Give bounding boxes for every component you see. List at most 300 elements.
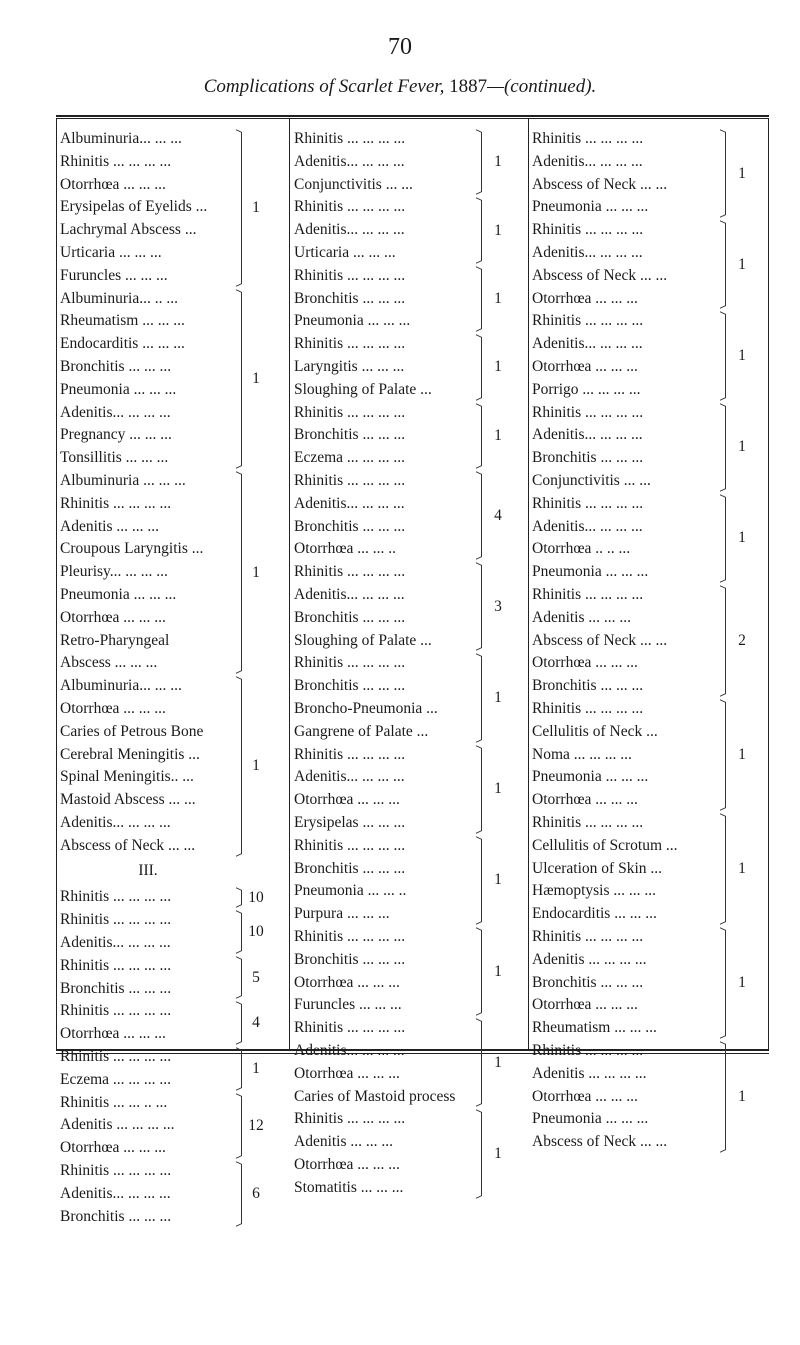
case-count: 1 [738, 529, 746, 547]
complication-label: Pneumonia ... ... ... [60, 586, 177, 603]
list-item [60, 584, 236, 606]
list-item [60, 424, 236, 446]
table-right-border [768, 119, 769, 1049]
list-item [532, 926, 720, 948]
group-brace [236, 132, 242, 284]
complication-label: Rhinitis ... ... ... ... [60, 956, 172, 974]
complication-label: Urticaria ... ... ... [60, 244, 162, 261]
complication-label: Rhinitis ... ... ... ... [294, 335, 406, 353]
complication-label: Conjunctivitis ... ... [532, 472, 651, 489]
list-item [294, 1131, 476, 1153]
complication-label: Pneumonia ... ... ... [532, 198, 649, 216]
complication-label: Rhinitis ... ... ... ... [294, 130, 406, 147]
case-count: 4 [252, 1014, 260, 1032]
list-item [532, 447, 720, 469]
complication-label: Rhinitis ... ... ... ... [294, 928, 406, 945]
complication-label: Bronchitis ... ... ... [294, 517, 406, 535]
list-item [294, 744, 476, 766]
list-item [294, 972, 476, 994]
list-item [60, 630, 236, 652]
complication-label: Rhinitis ... ... ... ... [532, 700, 644, 717]
list-item [532, 584, 720, 606]
list-item [60, 744, 236, 766]
complication-label: Abscess of Neck ... ... [532, 631, 668, 649]
complication-label: Otorrhœa ... ... ... [294, 1156, 400, 1173]
complication-label: Pregnancy ... ... ... [60, 426, 172, 444]
group-brace [236, 890, 242, 905]
complication-label: Bronchitis ... ... ... [60, 358, 172, 375]
case-count: 1 [738, 347, 746, 364]
list-item [294, 128, 476, 150]
complication-label: Otorrhœa ... ... ... [60, 700, 166, 717]
list-item [532, 1040, 720, 1062]
list-item [294, 630, 476, 652]
list-item [294, 288, 476, 310]
table-top-rule [56, 115, 769, 117]
complication-label: Cellulitis of Neck ... [532, 722, 658, 740]
complication-label: Rhinitis ... ... .. ... [60, 1093, 168, 1111]
complication-label: Conjunctivitis ... ... [294, 175, 413, 193]
section-heading: III. [138, 861, 158, 879]
complication-label: Retro-Pharyngeal [60, 631, 170, 649]
complication-label: Erysipelas ... ... ... [294, 814, 406, 831]
complication-label: Otorrhœa ... ... ... [532, 791, 638, 809]
list-item [532, 858, 720, 880]
list-item [294, 903, 476, 925]
complication-label: Rhinitis ... ... ... ... [294, 563, 406, 581]
list-item [294, 424, 476, 446]
list-item [532, 242, 720, 264]
group-brace [720, 588, 726, 694]
list-item [532, 265, 720, 287]
complication-label: Otorrhœa ... ... ... [532, 654, 638, 672]
case-count: 6 [252, 1185, 260, 1203]
group-brace [720, 497, 726, 580]
list-item [294, 789, 476, 811]
complication-label: Bronchitis ... ... ... [294, 677, 406, 695]
list-item [60, 698, 236, 720]
list-item [60, 1160, 236, 1182]
list-item [532, 174, 720, 196]
complication-label: Adenitis... ... ... ... [294, 494, 405, 512]
case-count: 1 [738, 164, 746, 182]
list-item [532, 470, 720, 492]
list-item [294, 219, 476, 241]
complication-label: Ulceration of Skin ... [532, 859, 663, 877]
complication-label: Otorrhœa ... ... ... [294, 791, 400, 809]
complication-label: Rhinitis ... ... ... ... [60, 494, 172, 512]
group-brace [476, 1021, 482, 1104]
list-item [60, 174, 236, 196]
group-brace [476, 269, 482, 329]
list-item [532, 561, 720, 583]
complication-label: Adenitis... ... ... ... [294, 1042, 405, 1059]
list-item [294, 196, 476, 218]
list-item [532, 128, 720, 150]
complication-label: Abscess of Neck ... ... [532, 266, 668, 284]
list-item [294, 1063, 476, 1085]
complication-label: Otorrhœa ... ... ... [532, 289, 638, 307]
list-item [532, 789, 720, 811]
case-count: 1 [494, 1145, 502, 1162]
complication-label: Pneumonia ... ... .. [294, 882, 407, 900]
complication-label: Adenitis... ... ... ... [532, 426, 643, 444]
group-brace [476, 337, 482, 397]
group-brace [720, 816, 726, 922]
list-item [532, 835, 720, 857]
list-item [60, 1046, 236, 1068]
list-item [294, 858, 476, 880]
list-item [60, 356, 236, 378]
list-item [60, 128, 236, 150]
list-item [294, 1154, 476, 1176]
group-brace [236, 1004, 242, 1042]
list-item [294, 949, 476, 971]
complication-label: Furuncles ... ... ... [60, 266, 168, 284]
complication-label: Pneumonia ... ... ... [532, 563, 649, 581]
list-item [60, 379, 236, 401]
complication-label: Adenitis ... ... ... [532, 608, 632, 626]
complication-label: Otorrhœa ... ... ... [60, 1025, 166, 1043]
complication-label: Furuncles ... ... ... [294, 996, 402, 1014]
list-item [60, 1069, 236, 1091]
complication-label: Abscess of Neck ... ... [532, 1133, 668, 1151]
complication-label: Otorrhœa .. .. ... [532, 540, 631, 558]
list-item [60, 196, 236, 218]
list-item [532, 310, 720, 332]
group-brace [476, 930, 482, 1013]
list-item [532, 516, 720, 538]
list-item [294, 1040, 476, 1062]
complication-label: Rhinitis ... ... ... ... [294, 836, 406, 854]
complication-label: Rhinitis ... ... ... ... [60, 1048, 172, 1065]
page-number: 70 [388, 34, 412, 60]
case-count: 1 [738, 974, 746, 991]
group-brace [720, 132, 726, 215]
case-count: 1 [252, 1059, 260, 1077]
list-item [294, 1177, 476, 1199]
group-brace [476, 200, 482, 260]
complication-label: Rhinitis ... ... ... ... [60, 911, 172, 929]
group-brace [236, 1164, 242, 1224]
list-item [532, 652, 720, 674]
complication-label: Broncho-Pneumonia ... [294, 700, 438, 717]
list-item [532, 493, 720, 515]
complication-label: Sloughing of Palate ... [294, 380, 432, 398]
list-item [294, 721, 476, 743]
complication-label: Adenitis... ... ... ... [532, 152, 643, 170]
complication-label: Bronchitis ... ... ... [294, 859, 406, 877]
case-count: 1 [494, 290, 502, 307]
list-item [294, 698, 476, 720]
complication-label: Rhinitis ... ... ... ... [294, 654, 406, 672]
list-item [532, 424, 720, 446]
list-item [60, 219, 236, 241]
page-title [0, 76, 800, 98]
list-item [532, 994, 720, 1016]
list-item [60, 265, 236, 287]
group-brace [236, 1096, 242, 1156]
complication-label: Eczema ... ... ... ... [294, 449, 406, 467]
case-count: 1 [252, 757, 260, 775]
case-count: 1 [494, 358, 502, 376]
group-brace [720, 702, 726, 808]
list-item [60, 288, 236, 310]
complication-label: Stomatitis ... ... ... [294, 1178, 404, 1196]
list-item [532, 1086, 720, 1108]
case-count: 1 [494, 1053, 502, 1071]
list-item [60, 561, 236, 583]
complication-label: Bronchitis ... ... ... [294, 608, 406, 626]
list-item [294, 356, 476, 378]
list-item [532, 698, 720, 720]
complication-label: Croupous Laryngitis ... [60, 540, 204, 558]
list-item [60, 402, 236, 424]
list-item [294, 994, 476, 1016]
list-item [532, 812, 720, 834]
complication-label: Otorrhœa ... ... ... [294, 973, 400, 991]
title-suffix: —(continued). [487, 76, 597, 97]
complication-label: Rhinitis ... ... ... ... [532, 586, 644, 603]
complication-label: Rhinitis ... ... ... ... [532, 1042, 644, 1059]
list-item [294, 652, 476, 674]
case-count: 1 [494, 871, 502, 889]
complication-label: Rheumatism ... ... ... [60, 312, 185, 330]
list-item [532, 675, 720, 697]
list-item [532, 972, 720, 994]
list-item [60, 721, 236, 743]
group-brace [476, 132, 482, 192]
list-item [60, 1092, 236, 1114]
case-count: 1 [494, 221, 502, 239]
list-item [532, 288, 720, 310]
list-item [294, 1108, 476, 1130]
list-item [60, 310, 236, 332]
list-item [294, 1086, 476, 1108]
list-item [60, 333, 236, 355]
complication-label: Otorrhœa ... ... ... [532, 1087, 638, 1105]
complication-label: Otorrhœa ... ... ... [60, 175, 166, 193]
complication-label: Urticaria ... ... ... [294, 244, 396, 261]
list-item [60, 789, 236, 811]
complication-label: Adenitis... ... ... ... [294, 586, 405, 603]
case-count: 1 [252, 563, 260, 581]
list-item [60, 538, 236, 560]
complication-label: Otorrhœa ... ... ... [532, 996, 638, 1014]
group-brace [476, 406, 482, 466]
complication-label: Rhinitis ... ... ... ... [532, 221, 644, 239]
list-item [532, 538, 720, 560]
complication-label: Adenitis ... ... ... [60, 517, 160, 535]
list-item [532, 880, 720, 902]
complication-label: Cellulitis of Scrotum ... [532, 836, 678, 854]
group-brace [720, 1044, 726, 1150]
complication-label: Caries of Petrous Bone [60, 722, 204, 740]
complication-label: Rhinitis ... ... ... ... [532, 403, 644, 421]
list-item [294, 516, 476, 538]
list-item [60, 447, 236, 469]
list-item [294, 812, 476, 834]
complication-label: Pneumonia ... ... ... [532, 768, 649, 786]
case-count: 1 [738, 438, 746, 456]
case-count: 1 [252, 198, 260, 216]
list-item [532, 607, 720, 629]
list-item [294, 675, 476, 697]
list-item [294, 538, 476, 560]
list-item [294, 607, 476, 629]
complication-label: Purpura ... ... ... [294, 905, 390, 923]
list-item [532, 402, 720, 424]
complication-label: Adenitis... ... ... ... [532, 517, 643, 535]
list-item [294, 561, 476, 583]
case-count: 10 [248, 888, 264, 906]
complication-label: Albuminuria... ... ... [60, 130, 182, 147]
list-item [532, 1108, 720, 1130]
list-item [294, 379, 476, 401]
list-item [294, 447, 476, 469]
case-count: 1 [738, 255, 746, 273]
complication-label: Otorrhœa ... ... ... [532, 358, 638, 375]
list-item [294, 926, 476, 948]
complication-label: Rhinitis ... ... ... ... [60, 1162, 172, 1179]
list-item [60, 607, 236, 629]
case-count: 2 [738, 632, 746, 649]
complication-label: Eczema ... ... ... ... [60, 1070, 172, 1088]
complication-label: Bronchitis ... ... ... [532, 449, 644, 467]
complication-label: Rhinitis ... ... ... ... [532, 130, 644, 147]
list-item [60, 1206, 236, 1228]
complication-label: Hæmoptysis ... ... ... [532, 882, 657, 900]
title-main: Complications of Scarlet Fever, [203, 76, 445, 97]
list-item [294, 310, 476, 332]
column-divider-1 [289, 119, 290, 1049]
title-year: 1887 [449, 76, 488, 97]
list-item [60, 766, 236, 788]
complication-label: Rhinitis ... ... ... ... [532, 494, 644, 512]
complication-label: Rhinitis ... ... ... ... [60, 888, 172, 906]
list-item [294, 493, 476, 515]
list-item [294, 151, 476, 173]
complication-label: Spinal Meningitis.. ... [60, 768, 194, 786]
list-item [60, 1023, 236, 1045]
complication-label: Rhinitis ... ... ... ... [294, 403, 406, 421]
complication-label: Lachrymal Abscess ... [60, 221, 197, 239]
case-count: 1 [738, 860, 746, 877]
complication-label: Adenitis... ... ... ... [294, 152, 405, 170]
complication-label: Rhinitis ... ... ... ... [294, 472, 406, 489]
complication-label: Bronchitis ... ... ... [294, 289, 406, 307]
list-item [294, 174, 476, 196]
table-left-border [56, 119, 57, 1049]
list-item [60, 932, 236, 954]
list-item [294, 402, 476, 424]
group-brace [720, 223, 726, 306]
complication-label: Mastoid Abscess ... ... [60, 791, 196, 809]
complication-label: Rhinitis ... ... ... ... [532, 814, 644, 831]
case-count: 1 [494, 689, 502, 706]
complication-label: Adenitis... ... ... ... [60, 814, 171, 831]
complication-label: Adenitis... ... ... ... [60, 403, 171, 421]
list-item [532, 721, 720, 743]
list-item [294, 333, 476, 355]
complication-label: Gangrene of Palate ... [294, 722, 429, 740]
list-item [60, 652, 236, 674]
complication-label: Erysipelas of Eyelids ... [60, 198, 208, 216]
complication-label: Otorrhœa ... ... ... [60, 608, 166, 626]
complication-label: Rheumatism ... ... ... [532, 1019, 657, 1037]
list-item [60, 1114, 236, 1136]
list-item [294, 1017, 476, 1039]
complication-label: Albuminuria... .. ... [60, 289, 178, 307]
column-divider-2 [528, 119, 529, 1049]
complication-label: Adenitis ... ... ... ... [532, 1064, 647, 1082]
group-brace [476, 656, 482, 739]
list-item [294, 766, 476, 788]
complication-label: Albuminuria ... ... ... [60, 472, 186, 489]
list-item [532, 1017, 720, 1039]
list-item [60, 1183, 236, 1205]
complication-label: Abscess ... ... ... [60, 654, 158, 672]
complication-label: Bronchitis ... ... ... [532, 677, 644, 695]
group-brace [236, 292, 242, 466]
group-brace [476, 474, 482, 557]
complication-label: Noma ... ... ... ... [532, 745, 632, 763]
group-brace [476, 565, 482, 648]
list-item [532, 379, 720, 401]
list-item [532, 630, 720, 652]
list-item [60, 978, 236, 1000]
list-item [60, 516, 236, 538]
complication-label: Pneumonia ... ... ... [532, 1110, 649, 1128]
case-count: 1 [252, 369, 260, 387]
group-brace [236, 474, 242, 671]
case-count: 1 [494, 153, 502, 171]
group-brace [720, 930, 726, 1036]
complication-label: Otorrhœa ... ... ... [60, 1139, 166, 1157]
complication-label: Rhinitis ... ... ... ... [294, 1110, 406, 1128]
complication-label: Rhinitis ... ... ... ... [294, 266, 406, 284]
complication-label: Abscess of Neck ... ... [532, 175, 668, 193]
list-item [294, 470, 476, 492]
list-item [532, 196, 720, 218]
complication-label: Endocarditis ... ... ... [532, 905, 657, 923]
list-item [532, 903, 720, 925]
complication-label: Rhinitis ... ... ... ... [532, 312, 644, 330]
complication-label: Adenitis... ... ... ... [294, 221, 405, 239]
complication-label: Otorrhœa ... ... .. [294, 540, 397, 558]
list-item [532, 744, 720, 766]
case-count: 3 [494, 597, 502, 615]
complication-label: Otorrhœa ... ... ... [294, 1064, 400, 1082]
list-item [532, 219, 720, 241]
list-item [294, 880, 476, 902]
complication-label: Adenitis ... ... ... ... [532, 950, 647, 968]
list-item [60, 835, 236, 857]
complication-label: Adenitis ... ... ... ... [60, 1116, 175, 1134]
case-count: 1 [494, 426, 502, 444]
case-count: 1 [494, 780, 502, 798]
list-item [60, 909, 236, 931]
complication-label: Adenitis... ... ... ... [294, 768, 405, 786]
list-item [60, 151, 236, 173]
list-item [532, 766, 720, 788]
list-item [532, 1063, 720, 1085]
list-item [532, 333, 720, 355]
list-item [60, 242, 236, 264]
group-brace [476, 1112, 482, 1195]
list-item [294, 835, 476, 857]
complication-label: Laryngitis ... ... ... [294, 358, 405, 375]
